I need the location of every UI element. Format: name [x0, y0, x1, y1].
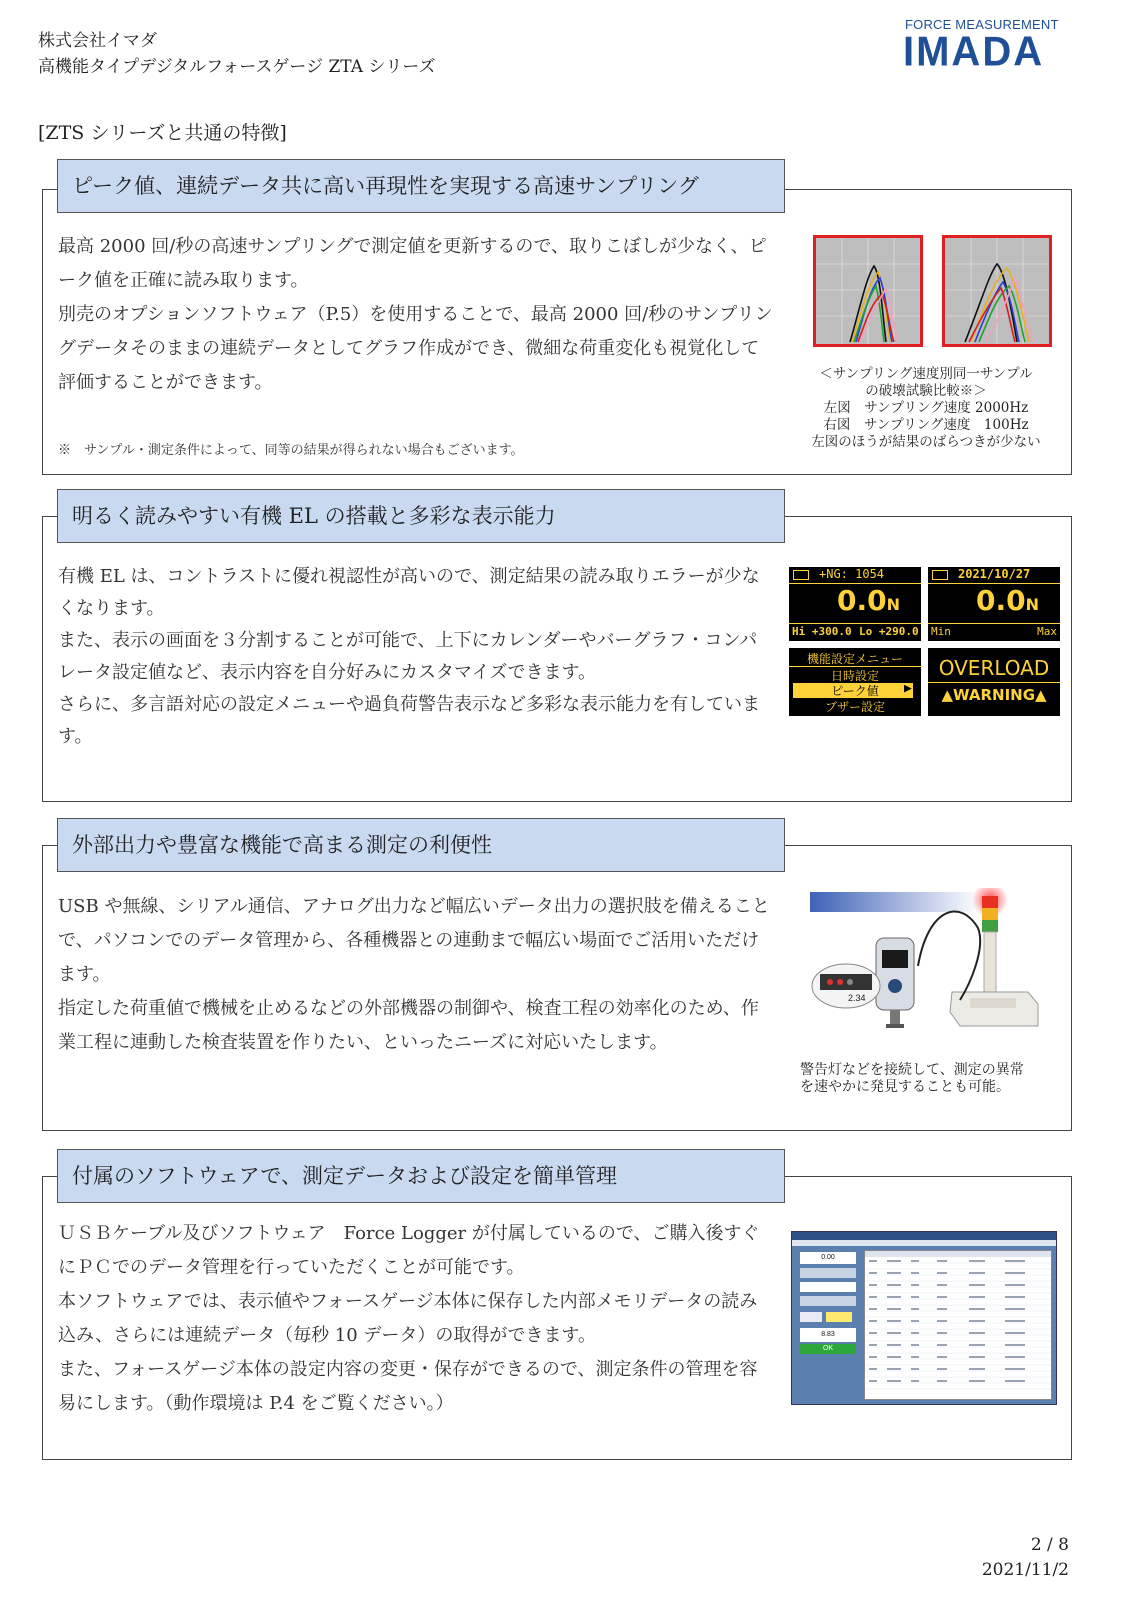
oled-display-overload [928, 648, 1060, 716]
paragraph: 指定した荷重値で機械を止めるなどの外部機器の制御や、検査工程の効率化のため、作業工程に連動した検査装置を作りたい、といったニーズに対応いたします。 [58, 998, 759, 1053]
sw-ok-badge: OK [800, 1344, 856, 1354]
paragraph: また、表示の画面を３分割することが可能で、上下にカレンダーやバーグラフ・コンパレータ設定値など、表示内容を自分好みにカスタマイズできます。 [58, 630, 758, 683]
warning-icon: ▲ [1035, 686, 1047, 704]
imada-logo: IMADA [903, 28, 1045, 76]
warning-text: WARNING [952, 686, 1036, 704]
ng-count: +NG: 1054 [819, 567, 885, 581]
logo-tagline: FORCE MEASUREMENT [905, 17, 1059, 32]
paragraph: 有機 EL は、コントラストに優れ視認性が高いので、測定結果の読み取りエラーが少なくなります。 [58, 566, 760, 619]
section-display-title: 明るく読みやすい有機 EL の搭載と多彩な表示能力 [57, 489, 785, 543]
paragraph: さらに、多言語対応の設定メニューや過負荷警告表示など多彩な表示能力を有しています。 [58, 694, 760, 747]
page-number: 2 / 8 [1030, 1535, 1069, 1555]
sampling-caption [792, 366, 1060, 451]
paragraph: また、フォースゲージ本体の設定内容の変更・保存ができるので、測定条件の管理を容易にします。（動作環境は P.4 をご覧ください。） [58, 1359, 758, 1414]
caption-line: 左図のほうが結果のばらつきが少ない [811, 434, 1041, 450]
section-software-title: 付属のソフトウェアで、測定データおよび設定を簡単管理 [57, 1149, 785, 1203]
caption-line: 警告灯などを接続して、測定の異常 [800, 1062, 1024, 1078]
unit-text: N [886, 595, 900, 614]
paragraph: ＵＳＢケーブル及びソフトウェア Force Logger が付属しているので、ご購入後すぐにＰＣでのデータ管理を行っていただくことが可能です。 [58, 1223, 760, 1278]
value-text: 0.0 [976, 584, 1026, 617]
battery-icon [932, 570, 948, 580]
warning-icon: ▲ [941, 686, 953, 704]
bar-min: Min [931, 625, 951, 638]
bar-max: Max [1037, 625, 1057, 638]
calendar-date: 2021/10/27 [958, 567, 1031, 581]
sampling-footnote: ※ サンプル・測定条件によって、同等の結果が得られない場合もございます。 [58, 443, 524, 458]
menu-item: ブザー設定 [824, 700, 885, 714]
sw-value-box: 0.00 [800, 1252, 856, 1264]
unit-text: N [1025, 595, 1039, 614]
output-caption [800, 1062, 1060, 1096]
battery-icon [793, 570, 809, 580]
graph-2000hz [813, 235, 923, 347]
warning-line [928, 686, 1060, 704]
section-sampling-title: ピーク値、連続データ共に高い再現性を実現する高速サンプリング [57, 159, 785, 213]
product-line: 高機能タイプデジタルフォースゲージ ZTA シリーズ [38, 57, 436, 77]
oled-display-comparator [789, 567, 921, 641]
company-name: 株式会社イマダ [38, 31, 157, 51]
gauge-readout: 2.34 [848, 993, 866, 1003]
common-features-heading: [ZTS シリーズと共通の特徴] [38, 122, 287, 144]
oled-value [976, 584, 1039, 617]
paragraph: 本ソフトウェアでは、表示値やフォースゲージ本体に保存した内部メモリデータの読み込み、さらには連続データ（毎秒 10 データ）の取得ができます。 [58, 1291, 758, 1346]
sw-readout: 8.83 [800, 1328, 856, 1342]
oled-display-menu [789, 648, 921, 716]
sw-data-table [864, 1250, 1052, 1400]
section-output-title: 外部出力や豊富な機能で高まる測定の利便性 [57, 818, 785, 872]
caption-line: を速やかに発見することも可能。 [800, 1079, 1010, 1095]
paragraph: 最高 2000 回/秒の高速サンプリングで測定値を更新するので、取りこぼしが少なく、ピーク値を正確に読み取ります。 [58, 236, 767, 291]
caption-line: 右図 サンプリング速度 100Hz [823, 417, 1029, 433]
section-output-text [58, 890, 773, 1060]
section-display-text [58, 561, 773, 753]
value-text: 0.0 [837, 584, 887, 617]
section-software-text [58, 1217, 773, 1421]
force-logger-screenshot [791, 1231, 1057, 1405]
menu-item-selected: ピーク値 [831, 684, 879, 698]
caption-line: ＜サンプリング速度別同一サンプル [819, 366, 1033, 382]
menu-item: 日時設定 [830, 669, 879, 683]
oled-value [837, 584, 900, 617]
section-sampling-text [58, 230, 773, 400]
oled-display-calendar [928, 567, 1060, 641]
chevron-right-icon: ▶ [904, 681, 912, 696]
paragraph: USB や無線、シリアル通信、アナログ出力など幅広いデータ出力の選択肢を備えることで、パソコンでのデータ管理から、各種機器との連動まで幅広い場面でご活用いただけます。 [58, 896, 770, 985]
overload-text: OVERLOAD [938, 656, 1050, 680]
hi-limit: Hi +300.0 [792, 625, 852, 638]
graph-100hz [942, 235, 1052, 347]
paragraph: 別売のオプションソフトウェア（P.5）を使用することで、最高 2000 回/秒のサンプリングデータそのままの連続データとしてグラフ作成ができ、微細な荷重変化も視覚化して評価することができます。 [58, 304, 773, 393]
caption-line: 左図 サンプリング速度 2000Hz [823, 400, 1029, 416]
menu-title: 機能設定メニュー [806, 652, 903, 666]
document-date: 2021/11/2 [981, 1560, 1069, 1580]
lo-limit: Lo +290.0 [859, 625, 919, 638]
caption-line: の破壊試験比較※＞ [865, 383, 987, 399]
tower-light-illustration [810, 888, 1046, 1056]
